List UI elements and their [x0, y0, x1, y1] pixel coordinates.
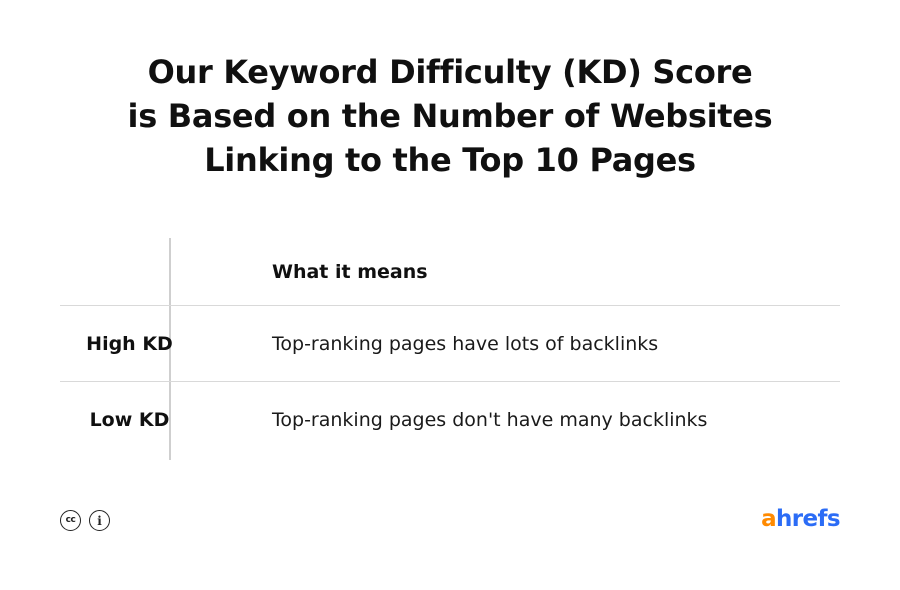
license-icons	[60, 510, 110, 531]
row-value-low-kd: Top-ranking pages don't have many backlinks	[272, 409, 708, 431]
creative-commons-icon: cc	[60, 510, 81, 531]
row-label-low-kd: Low KD	[89, 409, 170, 431]
table-row	[60, 306, 840, 382]
page-title-line-3: Linking to the Top 10 Pages	[204, 141, 696, 179]
table-header-row	[60, 238, 840, 306]
row-label-high-kd: High KD	[86, 333, 173, 355]
kd-table	[60, 238, 840, 458]
logo-accent-letter: a	[761, 506, 776, 532]
page-title	[60, 50, 840, 182]
ahrefs-logo	[761, 506, 840, 532]
creative-commons-by-icon: i	[89, 510, 110, 531]
page-title-line-2: is Based on the Number of Websites	[127, 97, 773, 135]
row-value-high-kd: Top-ranking pages have lots of backlinks	[272, 333, 659, 355]
table-row	[60, 382, 840, 458]
table-header-what-it-means: What it means	[272, 261, 428, 283]
page-title-line-1: Our Keyword Difficulty (KD) Score	[147, 53, 753, 91]
logo-wordmark: hrefs	[775, 506, 840, 532]
